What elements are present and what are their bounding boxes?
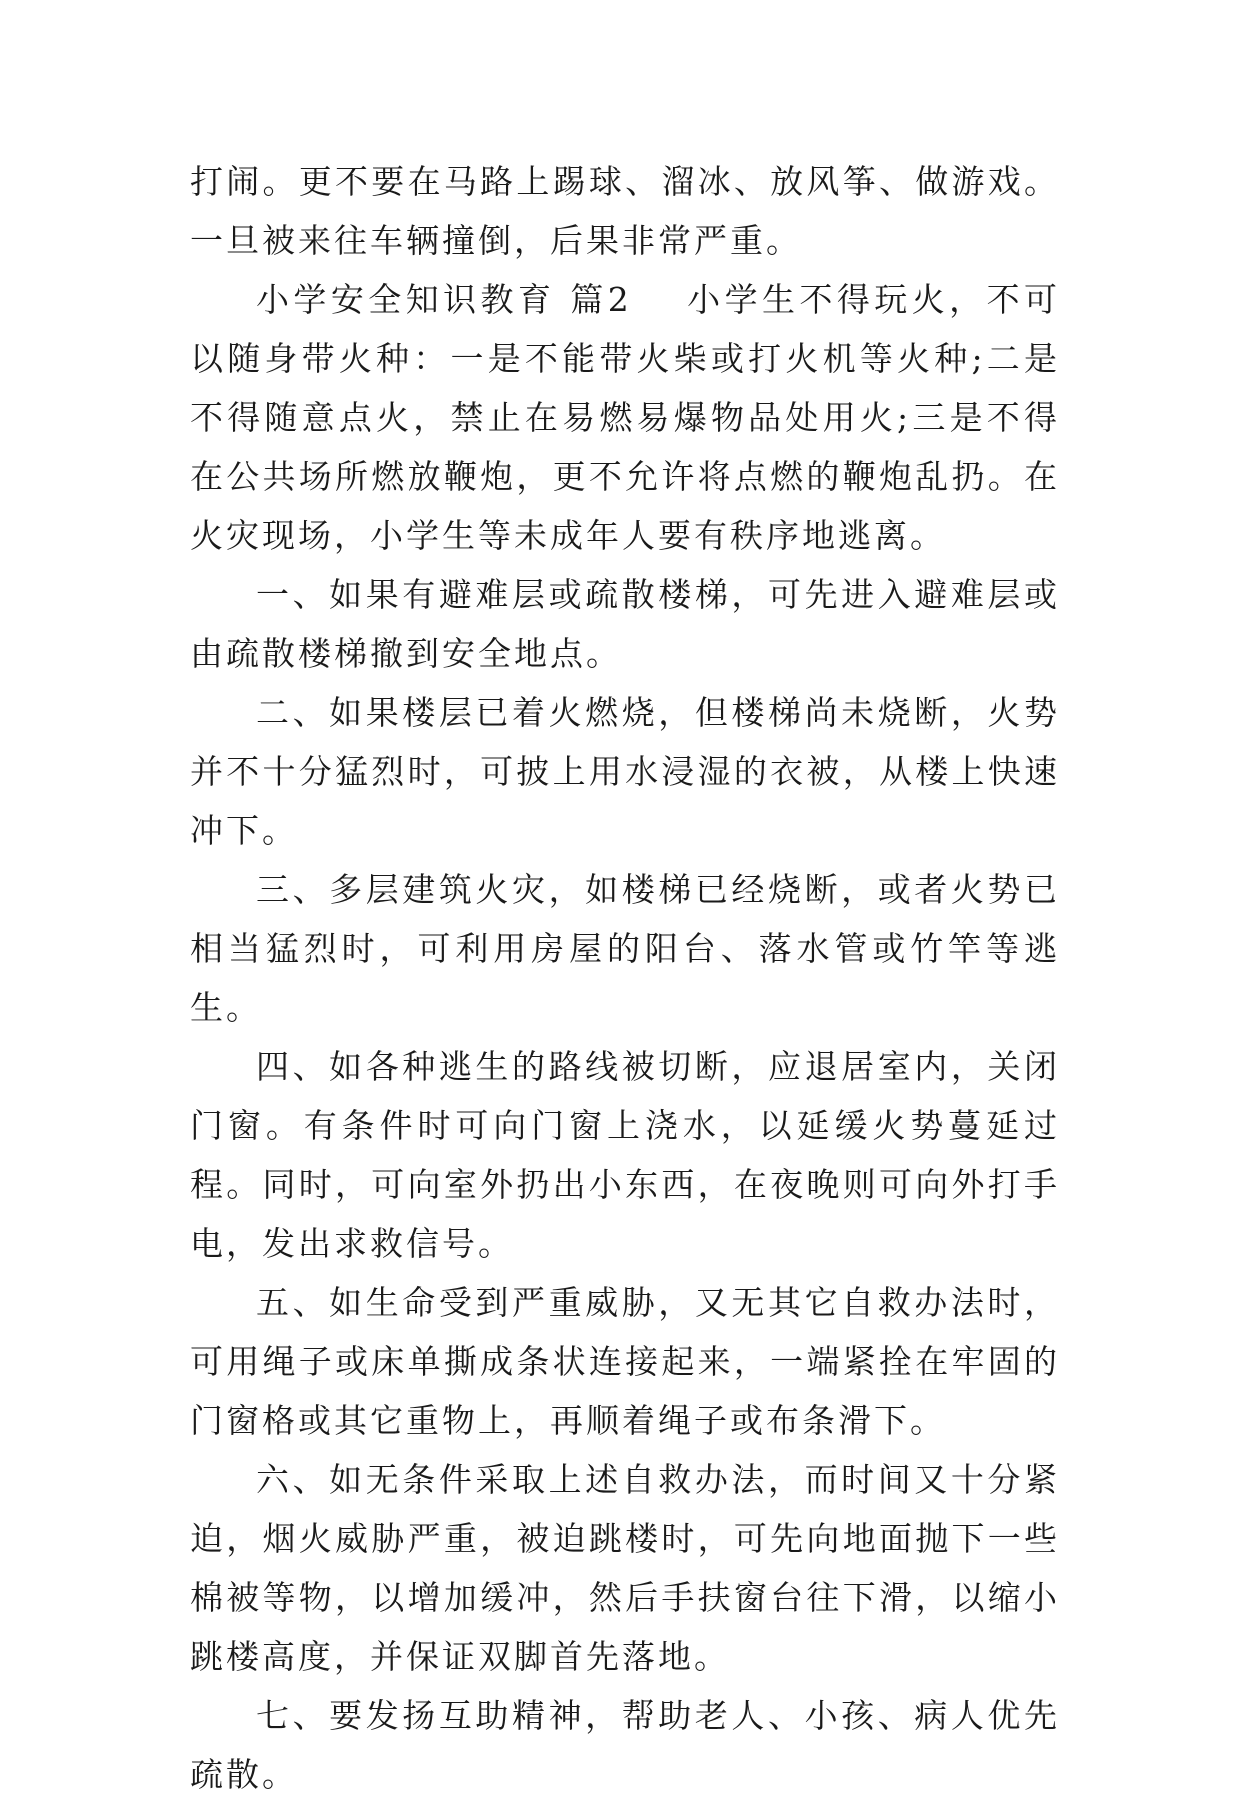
paragraph-section-heading [190,270,1060,565]
paragraph-item-2: 二、如果楼层已着火燃烧，但楼梯尚未烧断，火势并不十分猛烈时，可披上用水浸湿的衣被，从楼上快速冲下。 [190,693,1060,850]
paragraph-item-6: 六、如无条件采取上述自救办法，而时间又十分紧迫，烟火威胁严重，被迫跳楼时，可先向地面抛下一些棉被等物，以增加缓冲，然后手扶窗台往下滑，以缩小跳楼高度，并保证双脚首先落地。 [190,1460,1060,1676]
paragraph-item-1: 一、如果有避难层或疏散楼梯，可先进入避难层或由疏散楼梯撤到安全地点。 [190,575,1060,673]
document-body [190,152,1060,1804]
paragraph-item-7: 七、要发扬互助精神，帮助老人、小孩、病人优先疏散。 [190,1696,1060,1794]
section-intro-text: 小学生不得玩火，不可以随身带火种：一是不能带火柴或打火机等火种;二是不得随意点火，禁止在易燃易爆物品处用火;三是不得在公共场所燃放鞭炮，更不允许将点燃的鞭炮乱扔。在火灾现场，小学生等未成年人要有秩序地逃离。 [190,280,1061,555]
paragraph-item-5: 五、如生命受到严重威胁，又无其它自救办法时，可用绳子或床单撕成条状连接起来，一端紧拴在牢固的门窗格或其它重物上，再顺着绳子或布条滑下。 [190,1283,1060,1440]
paragraph-item-3: 三、多层建筑火灾，如楼梯已经烧断，或者火势已相当猛烈时，可利用房屋的阳台、落水管或竹竿等逃生。 [190,870,1060,1027]
paragraph-continuation: 打闹。更不要在马路上踢球、溜冰、放风筝、做游戏。一旦被来往车辆撞倒，后果非常严重。 [190,162,1060,260]
section-heading: 小学安全知识教育 篇2 [256,280,632,319]
paragraph-item-4: 四、如各种逃生的路线被切断，应退居室内，关闭门窗。有条件时可向门窗上浇水，以延缓火势蔓延过程。同时，可向室外扔出小东西，在夜晚则可向外打手电，发出求救信号。 [190,1047,1060,1263]
